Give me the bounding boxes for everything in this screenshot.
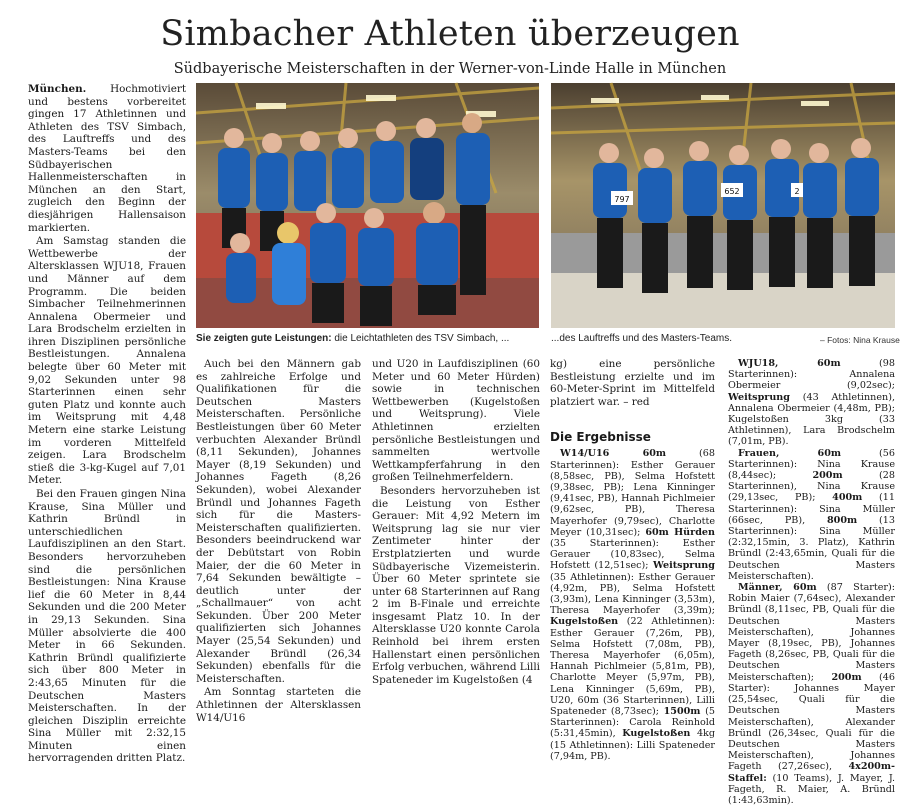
results-entry: WJU18, 60m (98 Starterinnen): Annalena Obermeier (9,02sec); Weitsprung (43 Athletinnen), Annalena Obermeier (4,48m, PB); Kugelstoßen 3kg (33 Athletinnen), Lara Brodschelm (7,01m, PB). — [728, 358, 895, 448]
article-column-1 — [28, 83, 186, 765]
results-entry: Männer, 60m (87 Starter): Robin Maier (7,64sec), Alexander Bründl (8,11sec, PB, Quali für die Deutschen Masters Meisterschaften), Johannes Mayer (8,19sec, PB), Johannes Fageth (8,26sec, PB, Quali für die Deutschen Masters Meisterschaften); 200m (46 Starter): Johannes Mayer (25,54sec, Quali für die Deutschen Masters Meisterschaften), Alexander Bründl (26,34sec, Quali für die Deutschen Masters Meisterschaften), Johannes Fageth (27,26sec), 4x200m-Staffel: (10 Teams), J. Mayer, J. Fageth, R. Maier, A. Bründl (1:43,63min). — [728, 582, 895, 806]
article-column-4 — [550, 358, 716, 762]
caption-lead: Sie zeigten gute Leistungen: — [196, 333, 332, 344]
subheadline: Südbayerische Meisterschaften in der Werner-von-Linde Halle in München — [173, 61, 727, 77]
photo-credit: – Fotos: Nina Krause — [820, 335, 900, 345]
photo-caption-right: ...des Lauftreffs und des Masters-Teams. — [551, 333, 733, 344]
article-column-3 — [372, 358, 540, 686]
paragraph: und U20 in Laufdisziplinen (60 Meter und 60 Meter Hürden) sowie in technischen Wettbewerben (Kugelstoßen und Weitsprung). Viele Athletinnen erzielten persönliche Bestleistungen und sammelten wertvolle Wettkampferfahrung in den großen Teilnehmerfeldern. — [372, 358, 540, 484]
results-column — [728, 358, 895, 806]
article-column-2 — [196, 358, 361, 724]
bib-number: 2 — [794, 187, 800, 196]
dateline: München. — [28, 83, 87, 95]
author-sign: – red — [623, 395, 650, 408]
headline: Simbacher Athleten überzeugen — [160, 14, 740, 54]
bib-number: 652 — [724, 187, 740, 196]
paragraph: München. Hochmotiviert und bestens vorbereitet gingen 17 Athletinnen und Athleten des TSV Simbach, des Lauftreffs und des Masters-Teams bei den Südbayerischen Hallenmeisterschaften in München an den Start, zugleich den Beginn der diesjährigen Hallensaison markierten. — [28, 83, 186, 234]
results-heading: Die Ergebnisse — [550, 430, 651, 445]
paragraph: Am Sonntag starteten die Athletinnen der Altersklassen W14/U16 — [196, 686, 361, 724]
bib-number: 797 — [614, 195, 630, 204]
paragraph: Auch bei den Männern gab es zahlreiche Erfolge und Qualifikationen für die Deutschen Masters Meisterschaften. Persönliche Bestleistungen über 60 Meter verbuchten Alexander Bründl (8,11 Sekunden), Johannes Mayer (8,19 Sekunden) und Johannes Fageth (8,26 Sekunden), wobei Alexander Bründl und Johannes Fageth sich für die Masters-Meisterschaften qualifizierten. Besonders beeindruckend war der Debütstart von Robin Maier, der die 60 Meter in 7,64 Sekunden bewältigte – deutlich unter der „Schallmauer“ von acht Sekunden. Über 200 Meter qualifizierten sich Johannes Mayer (25,54 Sekunden) und Alexander Bründl (26,34 Sekunden) ebenfalls für die Meisterschaften. — [196, 358, 361, 685]
paragraph: kg) eine persönliche Bestleistung erzielte und im 60-Meter-Sprint im Mittelfeld platziert war. – red — [550, 358, 715, 408]
paragraph: Besonders hervorzuheben ist die Leistung von Esther Gerauer: Mit 4,92 Metern im Weitsprung lag sie nur vier Zentimeter hinter der Erstplatzierten und wurde Südbayerische Vizemeisterin. Über 60 Meter sprintete sie unter 68 Starterinnen auf Rang 2 im B-Finale und erreichte insgesamt Platz 10. In der Altersklasse U20 konnte Carola Reinhold bei ihrem ersten Hallenstart einen persönlichen Erfolg verbuchen, während Lilli Spateneder im Kugelstoßen (4 — [372, 484, 540, 686]
paragraph: Am Samstag standen die Wettbewerbe der Altersklassen WJU18, Frauen und Männer auf dem Programm. Die beiden Simbacher Teilnehmerinnen Annalena Obermeier und Lara Brodschelm erzielten in ihren Disziplinen persönliche Bestleistungen. Annalena belegte über 60 Meter mit 9,02 Sekunden unter 98 Starterinnen einen sehr guten Platz und konnte auch im Weitsprung mit 4,48 Metern eine starke Leistung im vorderen Mittelfeld zeigen. Lara Brodschelm stieß die 3-kg-Kugel auf 7,01 Meter. — [28, 235, 186, 487]
paragraph: Bei den Frauen gingen Nina Krause, Sina Müller und Kathrin Bründl in unterschiedlichen Laufdisziplinen an den Start. Besonders hervorzuheben sind die persönlichen Bestleistungen: Nina Krause lief die 60 Meter in 8,44 Sekunden und die 200 Meter in 29,13 Sekunden. Sina Müller absolvierte die 400 Meter in 66 Sekunden. Kathrin Bründl qualifizierte sich über 800 Meter in 2:43,65 Minuten für die Deutschen Masters Meisterschaften. In der gleichen Disziplin erreichte Sina Müller mit 2:32,15 Minuten einen hervorragenden dritten Platz. — [28, 488, 186, 765]
team-photo-left — [196, 83, 539, 328]
results-block-youth — [550, 448, 715, 762]
results-entry: W14/U16 60m (68 Starterinnen): Esther Gerauer (8,58sec, PB), Selma Hofstett (9,38sec, PB); Lena Kinninger (9,41sec, PB), Hannah Pichlmeier (9,62sec, PB), Theresa Mayerhofer (9,79sec), Charlotte Meyer (10,31sec); 60m Hürden (35 Starterinnen): Esther Gerauer (10,83sec), Selma Hofstett (12,51sec); Weitsprung (35 Athletinnen): Esther Gerauer (4,92m, PB), Selma Hofstett (3,93m), Lena Kinninger (3,53m), Theresa Mayerhofer (3,39m); Kugelstoßen (22 Athletinnen): Esther Gerauer (7,26m, PB), Selma Hofstett (7,08m, PB), Theresa Mayerhofer (6,05m), Hannah Pichlmeier (5,81m, PB), Charlotte Meyer (5,97m, PB), Lena Kinninger (5,69m, PB), U20, 60m (36 Starterinnen), Lilli Spateneder (8,73sec); 1500m (5 Starterinnen): Carola Reinhold (5:31,45min), Kugelstoßen 4kg (15 Athletinnen): Lilli Spateneder (7,94m, PB). — [550, 448, 716, 762]
photo-caption-left: Sie zeigten gute Leistungen: die Leichtathleten des TSV Simbach, ... — [196, 333, 510, 344]
results-entry: Frauen, 60m (56 Starterinnen): Nina Krause (8,44sec); 200m (28 Starterinnen), Nina Krause (29,13sec, PB); 400m (11 Starterinnen): Sina Müller (66sec, PB), 800m (13 Starterinnen): Sina Müller (2:32,15min, 3. Platz), Kathrin Bründl (2:43,65min, Quali für die Deutschen Masters Meisterschaften). — [728, 447, 895, 582]
team-photo-right — [551, 83, 895, 328]
